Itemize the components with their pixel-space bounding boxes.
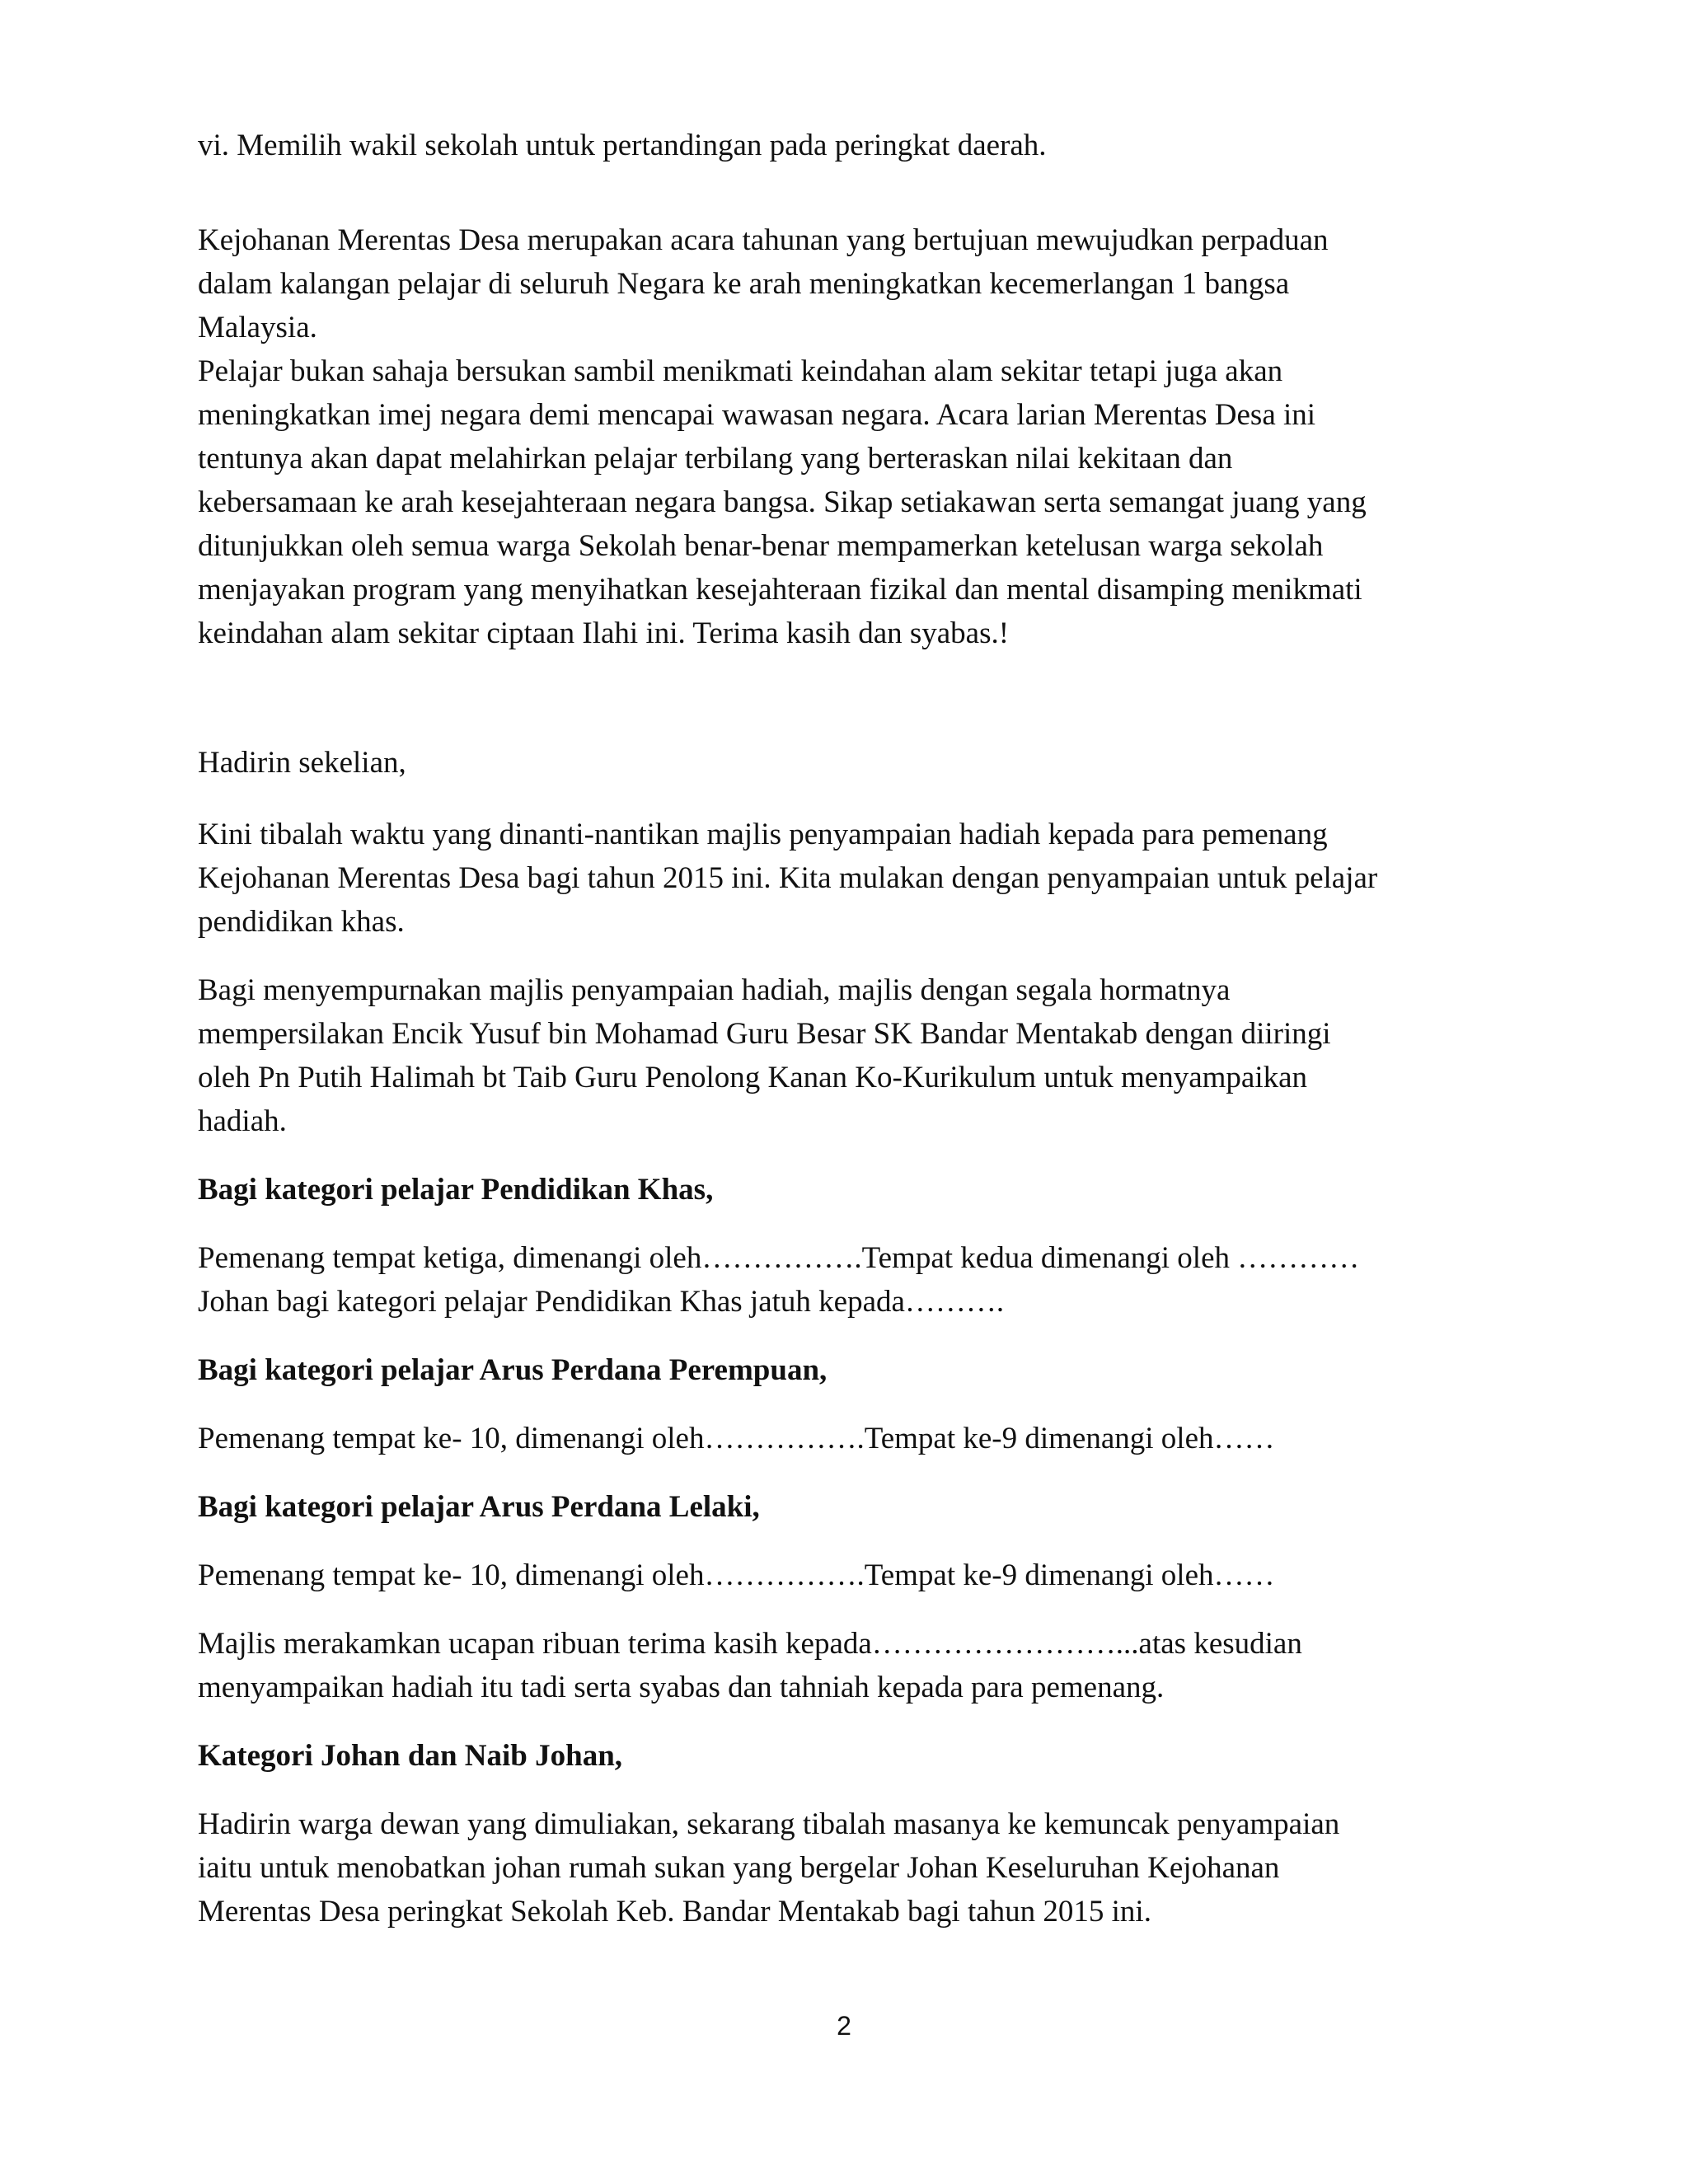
- spacer: [198, 1143, 1484, 1168]
- text-line: Pemenang tempat ke- 10, dimenangi oleh…………….Tempat ke-9 dimenangi oleh……: [198, 1558, 1275, 1592]
- text-line: Malaysia.: [198, 311, 317, 344]
- document-page: [198, 124, 1484, 1933]
- paragraph-overall-champion: [198, 1802, 1484, 1933]
- heading-line: Bagi kategori pelajar Arus Perdana Perempuan,: [198, 1353, 828, 1387]
- heading-line: Bagi kategori pelajar Pendidikan Khas,: [198, 1173, 714, 1207]
- text-line: Kejohanan Merentas Desa merupakan acara tahunan yang bertujuan mewujudkan perpaduan: [198, 223, 1329, 257]
- spacer: [198, 167, 1484, 218]
- paragraph-lelaki-winners: [198, 1554, 1484, 1597]
- spacer: [198, 1460, 1484, 1485]
- spacer: [198, 1778, 1484, 1802]
- text-line: Pemenang tempat ke- 10, dimenangi oleh…………….Tempat ke-9 dimenangi oleh……: [198, 1422, 1275, 1455]
- text-line: pendidikan khas.: [198, 905, 405, 939]
- text-line: menjayakan program yang menyihatkan kesejahteraan fizikal dan mental disamping menikmati: [198, 573, 1362, 607]
- text-line: hadiah.: [198, 1104, 287, 1138]
- text-line: oleh Pn Putih Halimah bt Taib Guru Penolong Kanan Ko-Kurikulum untuk menyampaikan: [198, 1061, 1308, 1094]
- text-line: Pelajar bukan sahaja bersukan sambil menikmati keindahan alam sekitar tetapi juga akan: [198, 354, 1283, 388]
- heading-pendidikan-khas: [198, 1168, 1484, 1212]
- text-line: Pemenang tempat ketiga, dimenangi oleh…………….Tempat kedua dimenangi oleh …………: [198, 1241, 1360, 1275]
- paragraph-pendidikan-khas-winners: [198, 1236, 1484, 1324]
- paragraph-perempuan-winners: [198, 1417, 1484, 1460]
- paragraph-intro: [198, 218, 1484, 655]
- paragraph-invitation: [198, 968, 1484, 1143]
- heading-arus-perdana-lelaki: [198, 1485, 1484, 1529]
- heading-line: Bagi kategori pelajar Arus Perdana Lelaki,: [198, 1490, 760, 1524]
- text-line: Kini tibalah waktu yang dinanti-nantikan majlis penyampaian hadiah kepada para pemenang: [198, 818, 1328, 851]
- heading-johan-naib-johan: [198, 1734, 1484, 1778]
- text-line: dalam kalangan pelajar di seluruh Negara ke arah meningkatkan kecemerlangan 1 bangsa: [198, 267, 1290, 301]
- paragraph-thanks: [198, 1622, 1484, 1709]
- paragraph-objective-vi: [198, 124, 1484, 167]
- text-line: Hadirin sekelian,: [198, 746, 406, 780]
- text-line: keindahan alam sekitar ciptaan Ilahi ini. Terima kasih dan syabas.!: [198, 616, 1010, 650]
- spacer: [198, 1392, 1484, 1417]
- spacer: [198, 944, 1484, 968]
- text-line: mempersilakan Encik Yusuf bin Mohamad Guru Besar SK Bandar Mentakab dengan diiringi: [198, 1017, 1331, 1051]
- text-line: iaitu untuk menobatkan johan rumah sukan yang bergelar Johan Keseluruhan Kejohanan: [198, 1851, 1280, 1885]
- spacer: [198, 1212, 1484, 1236]
- spacer: [198, 1324, 1484, 1348]
- text-line: kebersamaan ke arah kesejahteraan negara bangsa. Sikap setiakawan serta semangat juang yang: [198, 485, 1367, 519]
- paragraph-prize-intro: [198, 813, 1484, 944]
- heading-arus-perdana-perempuan: [198, 1348, 1484, 1392]
- page-number: 2: [837, 2011, 851, 2041]
- text-line: ditunjukkan oleh semua warga Sekolah benar-benar mempamerkan ketelusan warga sekolah: [198, 529, 1324, 563]
- text-line: Majlis merakamkan ucapan ribuan terima kasih kepada……………………...atas kesudian: [198, 1627, 1302, 1661]
- text-line: Kejohanan Merentas Desa bagi tahun 2015 ini. Kita mulakan dengan penyampaian untuk pelajar: [198, 861, 1378, 895]
- text-line: meningkatkan imej negara demi mencapai wawasan negara. Acara larian Merentas Desa ini: [198, 398, 1316, 432]
- spacer: [198, 785, 1484, 813]
- text-line: Hadirin warga dewan yang dimuliakan, sekarang tibalah masanya ke kemuncak penyampaian: [198, 1807, 1340, 1841]
- text-line: Bagi menyempurnakan majlis penyampaian hadiah, majlis dengan segala hormatnya: [198, 973, 1231, 1007]
- spacer: [198, 1597, 1484, 1622]
- text-line: vi. Memilih wakil sekolah untuk pertandingan pada peringkat daerah.: [198, 129, 1047, 162]
- spacer: [198, 1709, 1484, 1734]
- text-line: Johan bagi kategori pelajar Pendidikan Khas jatuh kepada……….: [198, 1285, 1005, 1319]
- spacer: [198, 1529, 1484, 1554]
- text-line: tentunya akan dapat melahirkan pelajar terbilang yang berteraskan nilai kekitaan dan: [198, 442, 1233, 476]
- text-line: menyampaikan hadiah itu tadi serta syabas dan tahniah kepada para pemenang.: [198, 1671, 1165, 1704]
- paragraph-greeting: [198, 741, 1484, 785]
- text-line: Merentas Desa peringkat Sekolah Keb. Bandar Mentakab bagi tahun 2015 ini.: [198, 1895, 1151, 1929]
- heading-line: Kategori Johan dan Naib Johan,: [198, 1739, 623, 1773]
- spacer: [198, 655, 1484, 741]
